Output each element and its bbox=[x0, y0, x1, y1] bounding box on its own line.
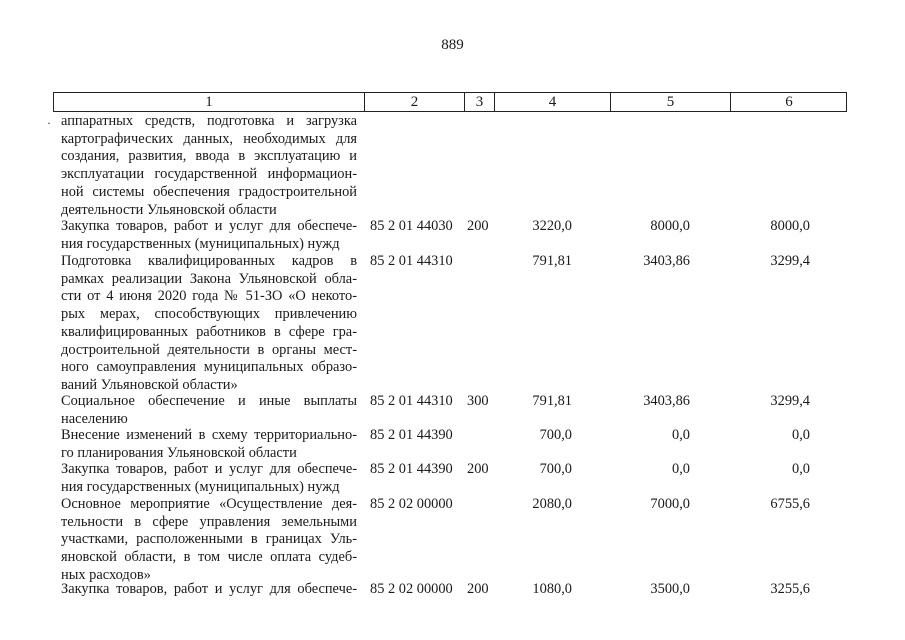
description-line: сти от 4 июня 2020 года № 51-ЗО «О некото- bbox=[61, 288, 357, 305]
row-value-col4: 791,81 bbox=[532, 393, 572, 409]
row-value-col6: 3255,6 bbox=[770, 581, 810, 597]
row-description bbox=[61, 113, 357, 219]
header-col-2: 2 bbox=[364, 93, 464, 111]
page-number: 889 bbox=[441, 37, 464, 53]
row-code: 85 2 02 00000 bbox=[370, 581, 453, 597]
row-value-col5: 3403,86 bbox=[643, 393, 690, 409]
row-description bbox=[61, 218, 357, 253]
row-code: 85 2 01 44390 bbox=[370, 427, 453, 443]
row-code: 85 2 01 44310 bbox=[370, 393, 453, 409]
description-line: ных расходов» bbox=[61, 566, 151, 583]
row-value-col6: 3299,4 bbox=[770, 393, 810, 409]
row-value-col5: 0,0 bbox=[672, 427, 690, 443]
row-type: 300 bbox=[467, 393, 489, 409]
row-code: 85 2 01 44390 bbox=[370, 461, 453, 477]
description-line: рамках реализации Закона Ульяновской обла- bbox=[61, 270, 357, 287]
row-value-col5: 3403,86 bbox=[643, 253, 690, 269]
row-description bbox=[61, 253, 357, 395]
header-col-5: 5 bbox=[610, 93, 730, 111]
description-line: тельности в сфере управления земельными bbox=[61, 513, 357, 530]
description-line: Закупка товаров, работ и услуг для обеспече- bbox=[61, 581, 357, 597]
table-header-row bbox=[53, 92, 847, 112]
description-line: ния государственных (муниципальных) нужд bbox=[61, 235, 340, 252]
row-value-col6: 6755,6 bbox=[770, 496, 810, 512]
description-line: яновской области, в том числе оплата судеб- bbox=[61, 549, 357, 566]
row-value-col4: 700,0 bbox=[539, 461, 572, 477]
row-description bbox=[61, 393, 357, 428]
description-line: Основное мероприятие «Осуществление дея- bbox=[61, 496, 357, 512]
description-line: ваний Ульяновской области» bbox=[61, 376, 238, 393]
row-value-col4: 1080,0 bbox=[532, 581, 572, 597]
row-type: 200 bbox=[467, 581, 489, 597]
row-code: 85 2 01 44030 bbox=[370, 218, 453, 234]
row-code: 85 2 02 00000 bbox=[370, 496, 453, 512]
description-line: квалифицированных работников в сфере гра- bbox=[61, 323, 357, 340]
description-line: Закупка товаров, работ и услуг для обеспече- bbox=[61, 461, 357, 477]
row-value-col5: 0,0 bbox=[672, 461, 690, 477]
row-description bbox=[61, 496, 357, 585]
header-col-1: 1 bbox=[205, 94, 213, 110]
description-line: населению bbox=[61, 410, 128, 427]
description-line: эксплуатации государственной информацион- bbox=[61, 166, 357, 183]
description-line: ния государственных (муниципальных) нужд bbox=[61, 478, 340, 495]
description-line: рых мерах, способствующих привлечению bbox=[61, 306, 357, 323]
row-description bbox=[61, 461, 357, 496]
description-line: аппаратных средств, подготовка и загрузка bbox=[61, 113, 357, 129]
description-line: участками, расположенными в границах Уль- bbox=[61, 531, 357, 548]
header-col-4: 4 bbox=[494, 93, 610, 111]
row-type: 200 bbox=[467, 461, 489, 477]
row-type: 200 bbox=[467, 218, 489, 234]
row-value-col5: 3500,0 bbox=[650, 581, 690, 597]
row-value-col6: 0,0 bbox=[792, 461, 810, 477]
description-line: достроительной деятельности в органы мест- bbox=[61, 341, 357, 358]
row-value-col4: 700,0 bbox=[539, 427, 572, 443]
row-value-col6: 8000,0 bbox=[770, 218, 810, 234]
row-value-col5: 7000,0 bbox=[650, 496, 690, 512]
row-value-col4: 3220,0 bbox=[532, 218, 572, 234]
description-line: Закупка товаров, работ и услуг для обеспече- bbox=[61, 218, 357, 234]
description-line: деятельности Ульяновской области bbox=[61, 201, 277, 218]
row-description bbox=[61, 427, 357, 462]
header-col-3: 3 bbox=[464, 93, 494, 111]
row-value-col6: 3299,4 bbox=[770, 253, 810, 269]
row-description bbox=[61, 581, 357, 599]
description-line: Социальное обеспечение и иные выплаты bbox=[61, 393, 357, 409]
description-line: картографических данных, необходимых для bbox=[61, 130, 357, 147]
description-line: Подготовка квалифицированных кадров в bbox=[61, 253, 357, 269]
description-line: создания, развития, ввода в эксплуатацию и bbox=[61, 148, 357, 165]
header-col-6: 6 bbox=[730, 93, 847, 111]
row-value-col6: 0,0 bbox=[792, 427, 810, 443]
description-line: ной системы обеспечения градостроительной bbox=[61, 183, 357, 200]
description-line: го планирования Ульяновской области bbox=[61, 444, 297, 461]
row-value-col4: 2080,0 bbox=[532, 496, 572, 512]
description-line: ного самоуправления муниципальных образо- bbox=[61, 359, 357, 376]
row-value-col4: 791,81 bbox=[532, 253, 572, 269]
description-line: Внесение изменений в схему территориально- bbox=[61, 427, 357, 443]
margin-mark: · bbox=[47, 116, 51, 130]
row-value-col5: 8000,0 bbox=[650, 218, 690, 234]
row-code: 85 2 01 44310 bbox=[370, 253, 453, 269]
